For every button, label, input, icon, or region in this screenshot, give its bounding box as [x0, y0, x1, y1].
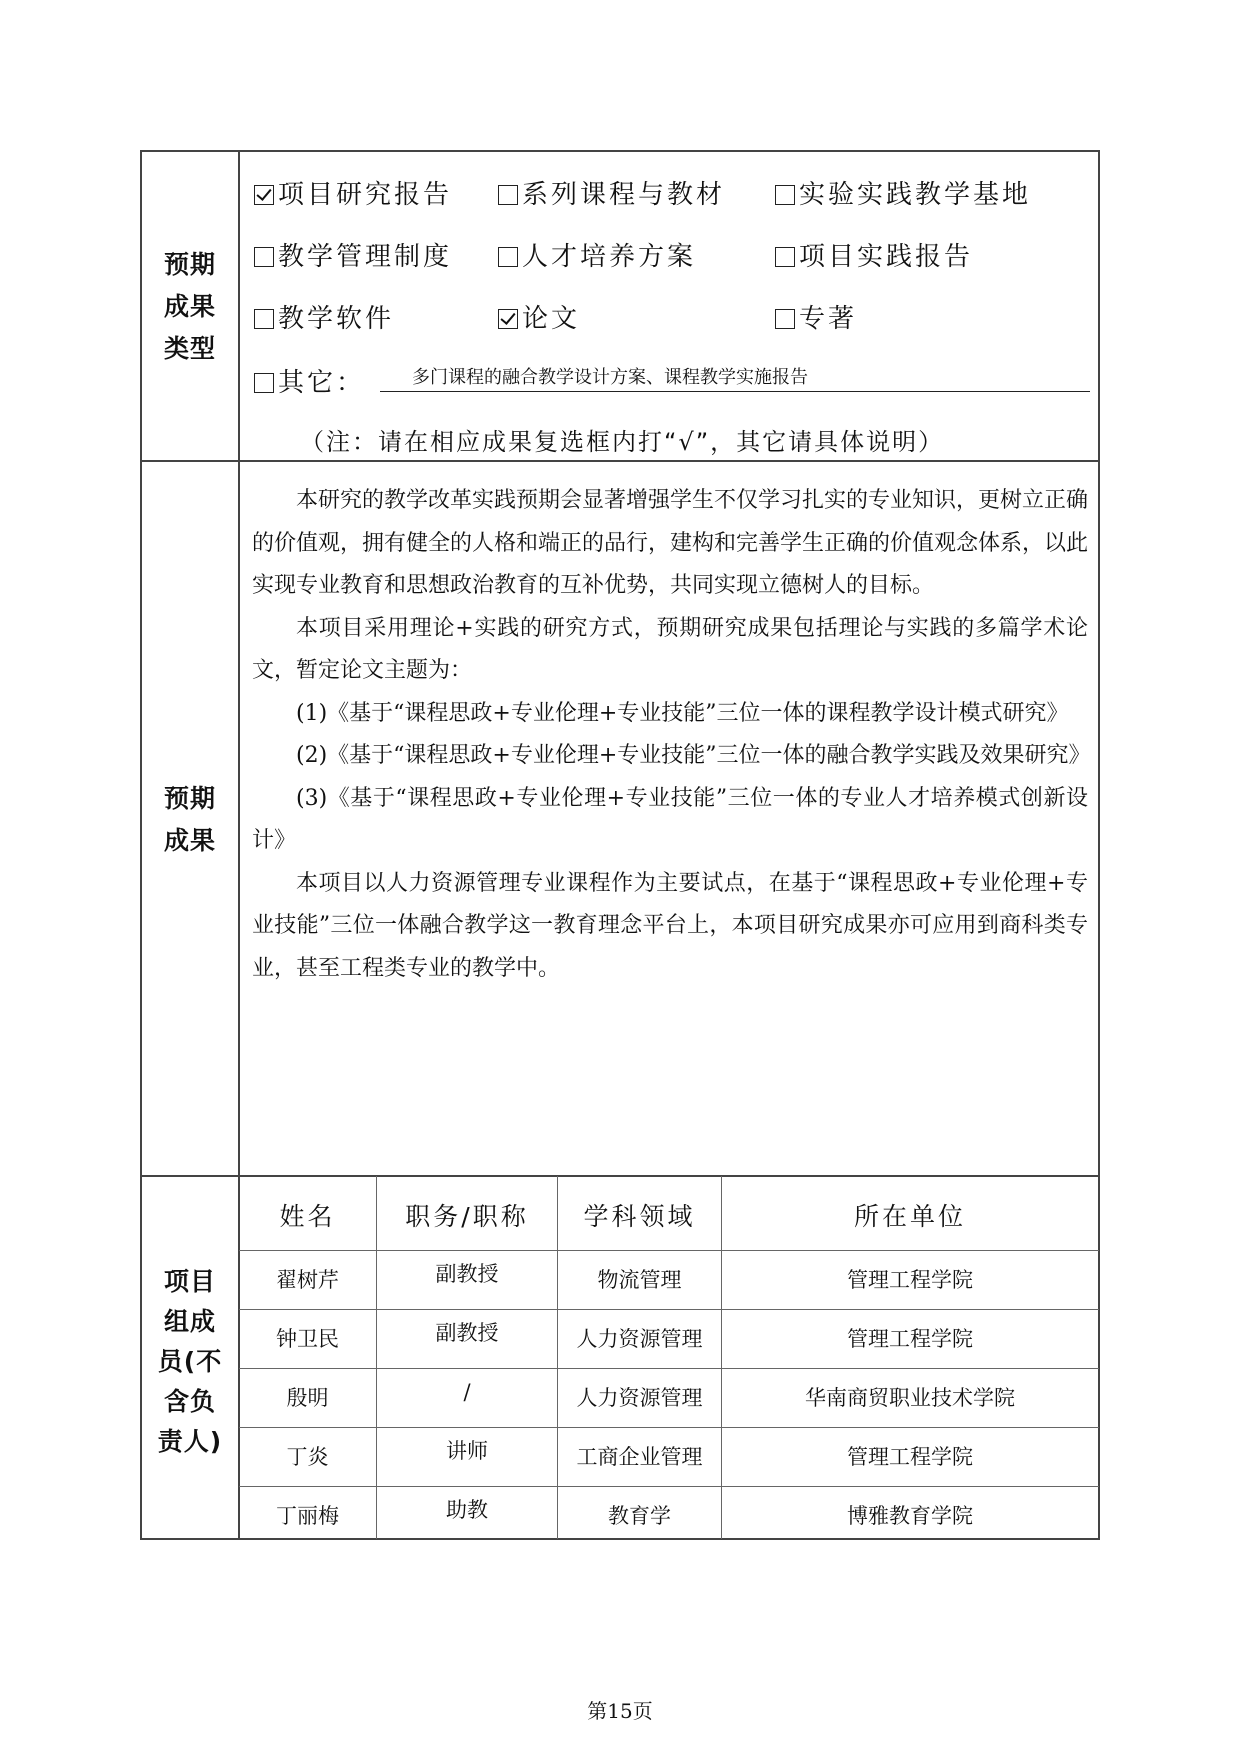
member-cell: 副教授 — [435, 1262, 499, 1286]
option-checkbox[interactable]: 实验实践教学基地 — [775, 174, 1031, 211]
checkbox-icon[interactable] — [775, 247, 795, 267]
checkbox-icon[interactable] — [498, 247, 518, 267]
checkbox-icon[interactable] — [254, 247, 274, 267]
page-number: 第15页 — [587, 1699, 653, 1723]
checkbox-note: （注：请在相应成果复选框内打“√”，其它请具体说明） — [300, 428, 945, 456]
option-checkbox[interactable]: 专著 — [775, 298, 857, 335]
header-unit: 所在单位 — [853, 1202, 966, 1231]
member-cell: 教育学 — [608, 1504, 671, 1528]
paragraph: (2)《基于“课程思政+专业伦理+专业技能”三位一体的融合教学实践及效果研究》 — [296, 743, 1091, 768]
row-divider-1 — [140, 460, 1100, 462]
member-cell: 管理工程学院 — [847, 1268, 973, 1292]
checkbox-icon[interactable] — [775, 309, 795, 329]
expected-results-label: 预期 成果 — [163, 784, 216, 855]
member-cell: 翟树芹 — [276, 1268, 339, 1292]
option-checkbox[interactable]: 系列课程与教材 — [498, 174, 725, 211]
member-cell: 管理工程学院 — [847, 1327, 973, 1351]
header-field: 学科领域 — [583, 1202, 696, 1231]
option-checkbox[interactable]: 项目实践报告 — [775, 236, 973, 273]
checkbox-icon[interactable] — [775, 185, 795, 205]
paragraph: (1)《基于“课程思政+专业伦理+专业技能”三位一体的课程教学设计模式研究》 — [296, 700, 1069, 726]
member-cell: 华南商贸职业技术学院 — [805, 1386, 1015, 1410]
row-divider-2 — [140, 1175, 1100, 1177]
member-row-divider — [239, 1486, 1099, 1487]
checkbox-icon[interactable] — [498, 185, 518, 205]
paragraph: 本研究的教学改革实践预期会显著增强学生不仅学习扎实的专业知识，更树立正确的价值观，拥有健全的人格和端正的品行，建构和完善学生正确的价值观念体系，以此实现专业教育和思想政治教育的互补优势，共同实现立德树人的目标。 — [252, 488, 1089, 598]
member-row-divider — [239, 1427, 1099, 1428]
member-cell: 副教授 — [435, 1321, 499, 1345]
checked-box-icon[interactable] — [254, 185, 274, 205]
member-cell: 殷明 — [286, 1386, 329, 1410]
option-checkbox[interactable]: 项目研究报告 — [254, 174, 452, 211]
member-cell: 物流管理 — [597, 1268, 682, 1292]
member-cell: 丁丽梅 — [276, 1504, 339, 1528]
header-name: 姓名 — [279, 1202, 336, 1231]
option-checkbox[interactable]: 人才培养方案 — [498, 236, 696, 273]
member-cell: / — [463, 1380, 471, 1404]
member-cell: 人力资源管理 — [576, 1386, 703, 1410]
member-cell: 钟卫民 — [276, 1327, 339, 1351]
member-cell: 管理工程学院 — [847, 1445, 973, 1469]
member-cell: 讲师 — [446, 1439, 488, 1463]
option-checkbox[interactable]: 教学软件 — [254, 298, 394, 335]
outcome-type-label: 预期 成果 类型 — [163, 250, 216, 363]
option-checkbox[interactable]: 论文 — [498, 298, 580, 335]
member-cell: 助教 — [446, 1498, 488, 1522]
member-cell: 丁炎 — [286, 1445, 329, 1469]
member-row-divider — [239, 1309, 1099, 1310]
members-label: 项目 组成 员(不 含负 责人) — [157, 1267, 223, 1456]
member-row-divider — [239, 1368, 1099, 1369]
option-other[interactable]: 其它： — [254, 362, 365, 399]
member-cell: 工商企业管理 — [576, 1445, 703, 1469]
paragraph: 本项目采用理论+实践的研究方式，预期研究成果包括理论与实践的多篇学术论文，暂定论文主题为： — [252, 615, 1088, 683]
paragraph: (3)《基于“课程思政+专业伦理+专业技能”三位一体的专业人才培养模式创新设计》 — [252, 785, 1088, 853]
option-checkbox[interactable]: 教学管理制度 — [254, 236, 452, 273]
paragraph: 本项目以人力资源管理专业课程作为主要试点，在基于“课程思政+专业伦理+专业技能”三位一体融合教学这一教育理念平台上，本项目研究成果亦可应用到商科类专业，甚至工程类专业的教学中。 — [252, 870, 1088, 981]
checkbox-icon[interactable] — [254, 309, 274, 329]
expected-results-text — [252, 480, 1091, 990]
checkbox-icon[interactable] — [254, 373, 274, 393]
member-cell: 人力资源管理 — [576, 1327, 703, 1351]
checked-box-icon[interactable] — [498, 309, 518, 329]
header-title: 职务/职称 — [405, 1202, 529, 1231]
other-value-field[interactable]: 多门课程的融合教学设计方案、课程教学实施报告 — [380, 365, 1090, 392]
member-cell: 博雅教育学院 — [847, 1504, 973, 1528]
